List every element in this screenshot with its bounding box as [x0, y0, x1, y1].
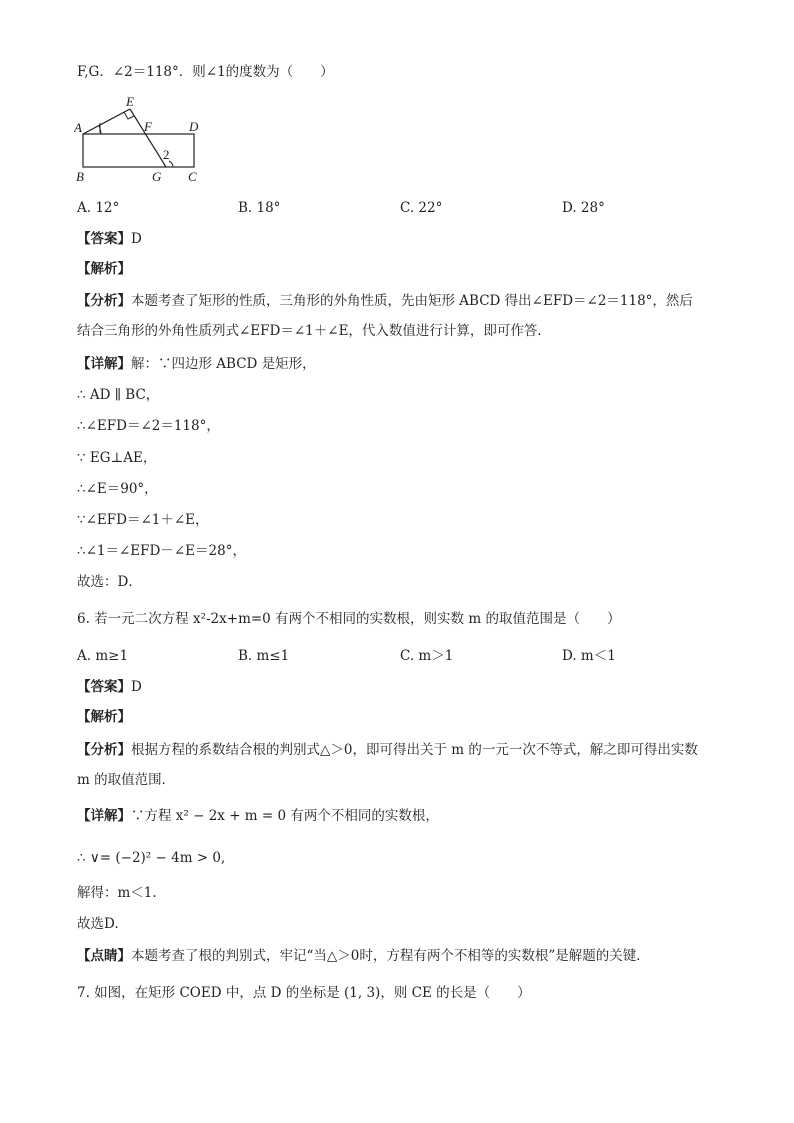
q5-step-7: 故选：D． — [77, 574, 142, 590]
q5-step-2: ∴∠EFD＝∠2＝118°， — [77, 418, 220, 434]
q5-step-4: ∴∠E＝90°， — [77, 481, 158, 497]
q5-option-b: B. 18° — [238, 200, 281, 216]
comment-text: 本题考查了根的判别式，牢记“当△＞0时，方程有两个不相等的实数根”是解题的关键． — [131, 948, 650, 964]
q6-option-d: D. m＜1 — [562, 648, 616, 664]
q5-option-d: D. 28° — [562, 200, 605, 216]
fenxi-text: 本题考查了矩形的性质，三角形的外角性质，先由矩形 ABCD 得出∠EFD＝∠2＝118°，然后 — [131, 293, 693, 309]
q5-fenxi-line1 — [77, 291, 693, 311]
label-d: D — [189, 119, 199, 134]
fenxi-text: 根据方程的系数结合根的判别式△＞0，即可得出关于 m 的一元一次不等式，解之即可得出实数 — [131, 742, 698, 758]
q5-step-5: ∵∠EFD＝∠1＋∠E， — [77, 512, 209, 528]
q5-geometry-figure — [74, 92, 214, 187]
label-c: C — [188, 169, 197, 184]
answer-value: D — [131, 231, 142, 247]
q5-option-a: A. 12° — [77, 200, 120, 216]
q6-answer — [77, 677, 142, 697]
detail-tag: 【详解】 — [77, 808, 131, 824]
q5-step-6: ∴∠1＝∠EFD－∠E＝28°， — [77, 543, 246, 559]
label-g: G — [152, 169, 162, 184]
answer-tag: 【答案】 — [77, 231, 131, 247]
q6-detail-line2: ∴ ∨= (−2)² − 4m > 0, — [77, 850, 226, 866]
answer-tag: 【答案】 — [77, 679, 131, 695]
q6-stem: 6. 若一元二次方程 x²-2x+m=0 有两个不相同的实数根，则实数 m 的取值范围是（ ） — [77, 611, 621, 627]
rectangle-abcd — [83, 134, 194, 167]
comment-tag: 【点睛】 — [77, 948, 131, 964]
label-a: A — [74, 120, 82, 135]
q5-step-3: ∵ EG⊥AE， — [77, 450, 157, 466]
detail-text: 解：∵四边形 ABCD 是矩形， — [131, 356, 316, 372]
q6-analysis-tag: 【解析】 — [77, 709, 131, 725]
fenxi-tag: 【分析】 — [77, 742, 131, 758]
q6-detail-line1 — [77, 806, 439, 826]
q5-detail-line1 — [77, 354, 316, 374]
label-e: E — [126, 94, 134, 109]
answer-value: D — [131, 679, 142, 695]
label-f: F — [144, 119, 152, 134]
q7-stem: 7. 如图，在矩形 COED 中，点 D 的坐标是 (1, 3)，则 CE 的长是（ ） — [77, 985, 531, 1001]
detail-tag: 【详解】 — [77, 356, 131, 372]
q6-fenxi-line2: m 的取值范围． — [77, 772, 176, 788]
q5-stem-tail: F,G．∠2＝118°．则∠1的度数为（ ） — [77, 64, 334, 80]
q5-option-c: C. 22° — [400, 200, 443, 216]
q6-option-a: A. m≥1 — [77, 648, 129, 664]
q6-option-c: C. m＞1 — [400, 648, 454, 664]
q5-analysis-tag: 【解析】 — [77, 261, 131, 277]
q6-detail-line3: 解得：m＜1. — [77, 885, 157, 901]
angle-2-arc — [169, 161, 173, 167]
label-angle-2: 2 — [163, 147, 170, 162]
fenxi-tag: 【分析】 — [77, 293, 131, 309]
label-b: B — [76, 169, 84, 184]
segment-eg — [130, 109, 166, 167]
q6-option-b: B. m≤1 — [238, 648, 290, 664]
q6-comment — [77, 946, 650, 966]
q6-fenxi-line1 — [77, 740, 698, 760]
q6-detail-line4: 故选D. — [77, 916, 119, 932]
detail-text: ∵方程 x² − 2x + m = 0 有两个不相同的实数根， — [131, 808, 439, 824]
q5-step-1: ∴ AD ∥ BC， — [77, 387, 160, 403]
q5-fenxi-line2: 结合三角形的外角性质列式∠EFD＝∠1＋∠E，代入数值进行计算，即可作答． — [77, 323, 551, 339]
q5-answer — [77, 229, 142, 249]
segment-ae — [83, 109, 130, 134]
